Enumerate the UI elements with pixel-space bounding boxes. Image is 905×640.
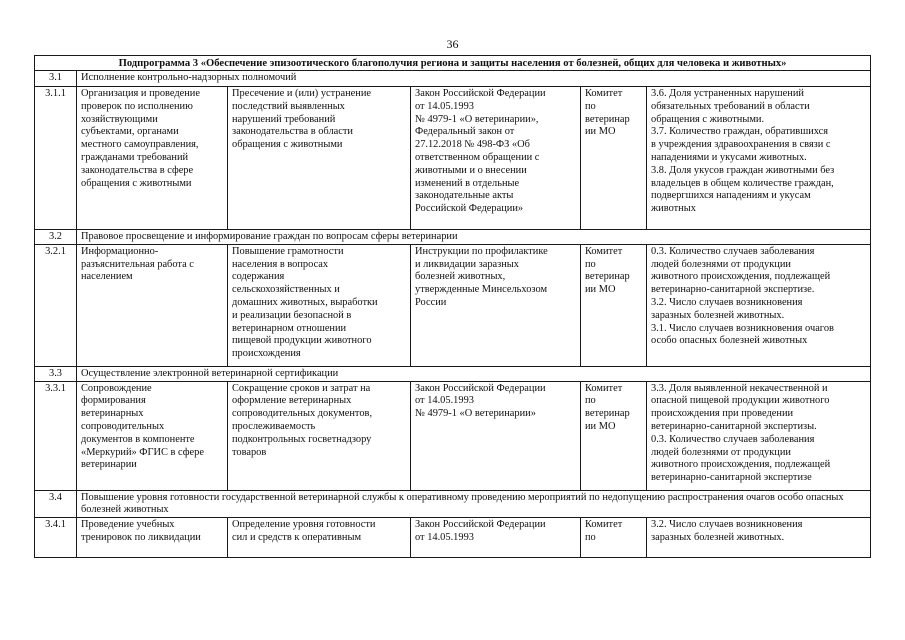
section-title: Осуществление электронной ветеринарной сертификации (77, 366, 871, 381)
measure-legal-basis: Инструкции по профилактике и ликвидации заразных болезней животных, утвержденные Минсельхозом России (411, 244, 581, 366)
measure-indicators: 3.3. Доля выявленной некачественной и опасной пищевой продукции животного происхождения при проведении ветеринарно-санитарной экспертизы. 0.3. Количество случаев заболевания людей болезнями от продукции животного происхождения, подлежащей ветеринарно-санитарной экспертизе (647, 381, 871, 490)
measure-number: 3.4.1 (35, 518, 77, 558)
subprogram-title-row (35, 56, 871, 71)
measure-name: Информационно- разъяснительная работа с населением (77, 244, 228, 366)
measure-number: 3.2.1 (35, 244, 77, 366)
measures-table (34, 55, 871, 558)
measure-expected-result: Сокращение сроков и затрат на оформление ветеринарных сопроводительных документов, прослеживаемость подконтрольных госветнадзору товаров (228, 381, 411, 490)
measure-number: 3.3.1 (35, 381, 77, 490)
section-title: Правовое просвещение и информирование граждан по вопросам сферы ветеринарии (77, 230, 871, 245)
measure-expected-result: Определение уровня готовности сил и средств к оперативным (228, 518, 411, 558)
section-number: 3.2 (35, 230, 77, 245)
measure-indicators: 0.3. Количество случаев заболевания людей болезнями от продукции животного происхождения, подлежащей ветеринарно-санитарной экспертизе. 3.2. Число случаев возникновения заразных болезней животных. 3.1. Число случаев возникновения очагов особо опасных болезней животных (647, 244, 871, 366)
measure-executor: Комитет по (581, 518, 647, 558)
measure-indicators: 3.2. Число случаев возникновения заразных болезней животных. (647, 518, 871, 558)
measure-legal-basis: Закон Российской Федерации от 14.05.1993 № 4979-1 «О ветеринарии» (411, 381, 581, 490)
measure-expected-result: Повышение грамотности населения в вопросах содержания сельскохозяйственных и домашних животных, выработки и реализации безопасной в ветеринарном отношении пищевой продукции животного происхождения (228, 244, 411, 366)
measure-name: Организация и проведение проверок по исполнению хозяйствующими субъектами, органами местного самоуправления, гражданами требований законодательства в сфере обращения с животными (77, 87, 228, 230)
measure-executor: Комитет по ветеринар ии МО (581, 244, 647, 366)
measure-row (35, 244, 871, 366)
section-row (35, 366, 871, 381)
section-row (35, 71, 871, 87)
page-number: 36 (446, 37, 459, 51)
section-title: Повышение уровня готовности государственной ветеринарной службы к оперативному проведению мероприятий по недопущению распространения очагов особо опасных болезней животных (77, 490, 871, 518)
measure-expected-result: Пресечение и (или) устранение последствий выявленных нарушений требований законодательства в области обращения с животными (228, 87, 411, 230)
measure-number: 3.1.1 (35, 87, 77, 230)
measure-name: Проведение учебных тренировок по ликвидации (77, 518, 228, 558)
measure-legal-basis: Закон Российской Федерации от 14.05.1993 (411, 518, 581, 558)
subprogram-title: Подпрограмма 3 «Обеспечение эпизоотического благополучия региона и защиты населения от болезней, общих для человека и животных» (35, 56, 871, 71)
measure-executor: Комитет по ветеринар ии МО (581, 381, 647, 490)
section-row (35, 230, 871, 245)
section-title: Исполнение контрольно-надзорных полномочий (77, 71, 871, 87)
section-number: 3.3 (35, 366, 77, 381)
section-number: 3.4 (35, 490, 77, 518)
measure-executor: Комитет по ветеринар ии МО (581, 87, 647, 230)
measure-row (35, 381, 871, 490)
measure-legal-basis: Закон Российской Федерации от 14.05.1993 № 4979-1 «О ветеринарии», Федеральный закон от 27.12.2018 № 498-ФЗ «Об ответственном обращении с животными и о внесении изменений в отдельные законодательные акты Российской Федерации» (411, 87, 581, 230)
section-number: 3.1 (35, 71, 77, 87)
section-row (35, 490, 871, 518)
measure-name: Сопровождение формирования ветеринарных сопроводительных документов в компоненте «Меркурий» ФГИС в сфере ветеринарии (77, 381, 228, 490)
measure-row (35, 87, 871, 230)
measure-row (35, 518, 871, 558)
measure-indicators: 3.6. Доля устраненных нарушений обязательных требований в области обращения с животными. 3.7. Количество граждан, обратившихся в учреждения здравоохранения в связи с нападениями и укусами животных. 3.8. Доля укусов граждан животными без владельцев в общем количестве граждан, подвергшихся нападениям и укусам животных (647, 87, 871, 230)
page-bottom-margin (0, 560, 905, 640)
